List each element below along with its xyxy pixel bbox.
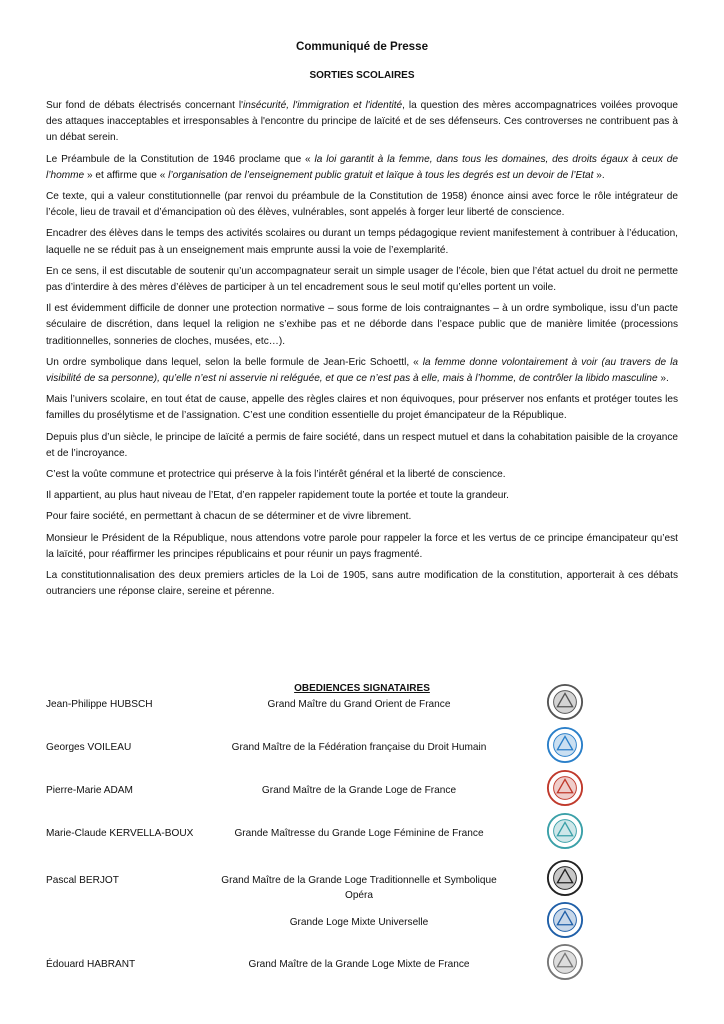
droit-humain-seal-icon xyxy=(546,726,584,764)
text-segment: Sur fond de débats électrisés concernant l' xyxy=(46,100,243,111)
signatory-role: Grande Loge Mixte Universelle xyxy=(289,917,429,928)
text-segment: , la question des mères accompagnatrices voilées provoque des attaques inacceptables et irresponsables à l'encontre du principe de laïcité et de ses défenseurs. Ces controverses ne contribuent pas à un débat serein. xyxy=(46,100,678,144)
page-title: Communiqué de Presse xyxy=(295,40,429,53)
signatory-name: Édouard HABRANT xyxy=(46,959,136,970)
paragraph xyxy=(46,488,678,504)
grand-orient-seal-icon xyxy=(546,683,584,721)
signatory-role: Grande Maîtresse du Grande Loge Féminine de France xyxy=(234,828,484,839)
text-segment: Mais l’univers scolaire, en tout état de cause, appelle des règles claires et non équivoques, pour préserver nos enfants et protéger toutes les familles du prosélytisme et de l’assignation. C’est une condition essentielle du projet émancipateur de la République. xyxy=(46,394,678,422)
signatory-role: Grand Maître du Grand Orient de France xyxy=(267,699,451,710)
italic-text: insécurité, l'immigration et l'identité xyxy=(243,100,403,111)
grande-loge-seal-icon xyxy=(546,769,584,807)
text-segment: » et affirme que « xyxy=(84,169,169,181)
text-segment: Encadrer des élèves dans le temps des activités scolaires ou durant un temps pédagogique revient manifestement à contribuer à l’éducation, laquelle ne se réduit pas à un enseignement mais emprunte aussi la voie de l’exemplarité. xyxy=(46,228,678,256)
text-segment: Pour faire société, en permettant à chacun de se déterminer et de vivre librement. xyxy=(46,511,412,523)
paragraph xyxy=(46,152,678,184)
text-segment: Le Préambule de la Constitution de 1946 proclame que « xyxy=(46,153,315,165)
text-segment: Depuis plus d’un siècle, le principe de laïcité a permis de faire société, dans un respect mutuel et dans la cohabitation paisible de la croyance et de l’incroyance. xyxy=(46,431,678,459)
text-segment: ». xyxy=(657,373,669,385)
signatory-name: Pascal BERJOT xyxy=(46,875,119,886)
signatory-role: Grand Maître de la Fédération française du Droit Humain xyxy=(231,742,487,753)
text-segment: ». xyxy=(593,169,605,181)
paragraph xyxy=(46,189,678,221)
mixte-france-seal-icon xyxy=(546,943,584,981)
signatories-title: OBEDIENCES SIGNATAIRES xyxy=(294,683,430,694)
paragraph xyxy=(46,509,678,525)
signatory-name: Marie-Claude KERVELLA-BOUX xyxy=(46,828,194,839)
signatory-role: Grand Maître de la Grande Loge de France xyxy=(261,785,457,796)
paragraph xyxy=(46,392,678,424)
paragraph xyxy=(46,467,678,483)
text-segment: Il appartient, au plus haut niveau de l’Etat, d’en rappeler rapidement toute la portée et toute la grandeur. xyxy=(46,490,509,502)
paragraph xyxy=(46,98,678,147)
text-segment: La constitutionnalisation des deux premiers articles de la Loi de 1905, sans autre modification de la constitution, apporterait à ces débats outranciers une réponse claire, sereine et pérenne. xyxy=(46,570,678,598)
loge-feminine-seal-icon xyxy=(546,812,584,850)
text-segment: Un ordre symbolique dans lequel, selon la belle formule de Jean-Eric Schoettl, « xyxy=(46,356,423,368)
signatory-name: Jean-Philippe HUBSCH xyxy=(46,699,153,710)
page-subtitle: SORTIES SCOLAIRES xyxy=(309,70,415,81)
text-segment: Monsieur le Président de la République, nous attendons votre parole pour rappeler la force et les vertus de ce principe émancipateur qu’est la laïcité, pour réaffirmer les principes républicains et pour réunir un pays fragmenté. xyxy=(46,532,678,560)
signatory-name: Georges VOILEAU xyxy=(46,742,132,753)
text-segment: En ce sens, il est discutable de soutenir qu’un accompagnateur serait un simple usager de l’école, bien que l’état actuel du droit ne permette pas d’interdire à des mères d’élèves de participer à un tel encadrement sous le seul motif qu’elles portent un voile. xyxy=(46,265,678,294)
paragraph xyxy=(46,264,678,296)
paragraph xyxy=(46,531,678,563)
paragraph xyxy=(46,355,678,387)
signatory-role: Grand Maître de la Grande Loge Traditionnelle et Symbolique Opéra xyxy=(221,875,497,901)
italic-text: la femme donne volontairement à voir (au travers de la visibilité de sa personne), qu’elle n’est ni asservie ni reléguée, et que ce n’est pas à elle, mais à l’homme, de contrôler la libido masculine xyxy=(46,356,678,385)
text-segment: Ce texte, qui a valeur constitutionnelle (par renvoi du préambule de la Constitution de 1958) énonce ainsi avec force le rôle intégrateur de l’école, lieu de travail et d’émancipation où des élèves, vulnérables, sont appelés à forger leur liberté de conscience. xyxy=(46,191,678,219)
italic-text: la loi garantit à la femme, dans tous les domaines, des droits égaux à ceux de l’homme xyxy=(46,153,679,181)
signatory-role: Grand Maître de la Grande Loge Mixte de France xyxy=(248,959,470,970)
signatory-name: Pierre-Marie ADAM xyxy=(46,785,133,796)
paragraph xyxy=(46,226,678,258)
body-text xyxy=(46,98,678,605)
text-segment: Il est évidemment difficile de donner une protection normative – sous forme de lois contraignantes – à un ordre symbolique, issu d’un pacte séculaire de discrétion, dans lequel la religion ne s’exhibe pas et ne déborde dans l’espace public que de manière limitée (processions traditionnelles, sonneries de cloches, musées, etc…). xyxy=(46,303,678,347)
paragraph xyxy=(46,430,678,462)
text-segment: C’est la voûte commune et protectrice qui préserve à la fois l’intérêt général et la liberté de conscience. xyxy=(46,469,506,481)
paragraph xyxy=(46,568,678,600)
mixte-universelle-seal-icon xyxy=(546,901,584,939)
opera-seal-icon xyxy=(546,859,584,897)
paragraph xyxy=(46,301,678,350)
italic-text: l’organisation de l’enseignement public gratuit et laïque à tous les degrés est un devoir de l’Etat xyxy=(168,169,594,181)
